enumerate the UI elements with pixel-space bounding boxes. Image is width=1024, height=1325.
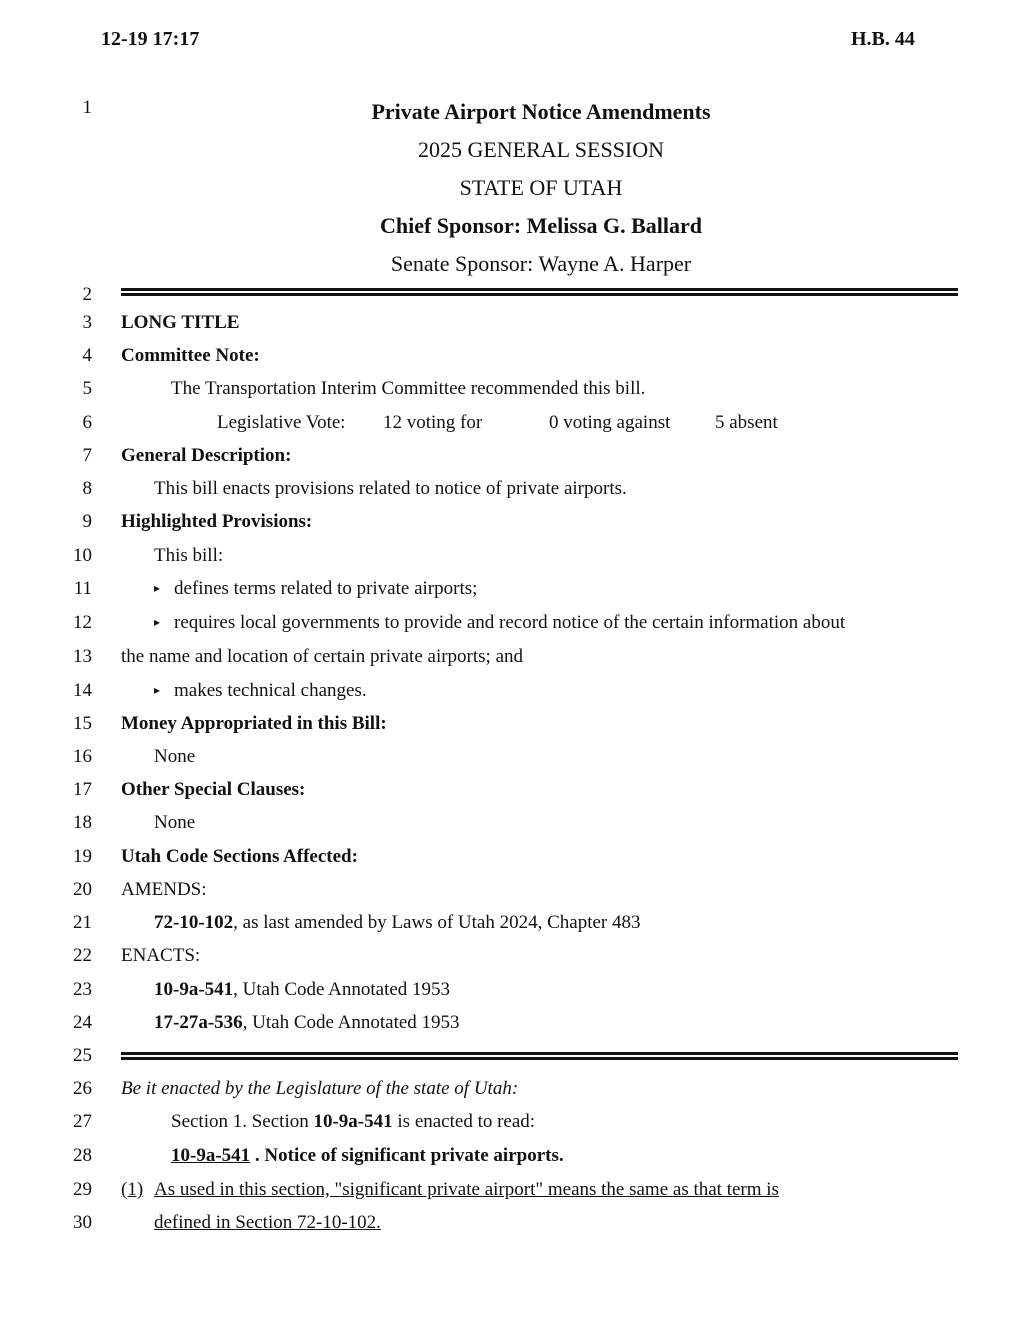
- section-heading: [171, 1145, 564, 1167]
- line-number: 7: [82, 445, 92, 466]
- line-number: 13: [73, 646, 92, 667]
- enacting-clause: Be it enacted by the Legislature of the state of Utah:: [121, 1078, 519, 1099]
- general-description-heading: General Description:: [121, 445, 292, 466]
- double-rule-top: [121, 288, 958, 296]
- bullet-item: [154, 680, 367, 702]
- state: STATE OF UTAH: [459, 175, 623, 200]
- bullet-item: [154, 578, 477, 600]
- line-number: 5: [82, 378, 92, 399]
- enact-entry: [154, 1012, 460, 1034]
- long-title-heading: LONG TITLE: [121, 312, 240, 333]
- section-prefix: Section 1. Section: [171, 1111, 314, 1132]
- line-number: 4: [82, 345, 92, 366]
- session: 2025 GENERAL SESSION: [417, 137, 665, 162]
- line-number: 28: [73, 1145, 92, 1166]
- line-number: 3: [82, 312, 92, 333]
- line-number: 20: [73, 879, 92, 900]
- line-number: 24: [73, 1012, 92, 1033]
- bill-number: H.B. 44: [851, 28, 915, 50]
- line-number: 19: [73, 846, 92, 867]
- bullet-icon: ▸: [154, 683, 161, 697]
- double-rule-bottom: [121, 1052, 958, 1060]
- section-code: 10-9a-541: [313, 1111, 393, 1132]
- other-clauses-heading: Other Special Clauses:: [121, 779, 306, 800]
- line-number: 14: [73, 680, 92, 701]
- section-heading-text: . Notice of significant private airports.: [250, 1145, 564, 1166]
- vote-for: 12 voting for: [383, 412, 483, 433]
- chief-sponsor: Chief Sponsor: Melissa G. Ballard: [379, 213, 703, 238]
- section-line: [171, 1111, 535, 1133]
- vote-against: 0 voting against: [549, 412, 671, 433]
- code-section-note: , Utah Code Annotated 1953: [242, 1012, 460, 1033]
- line-number: 18: [73, 812, 92, 833]
- line-number: 26: [73, 1078, 92, 1099]
- vote-absent: 5 absent: [715, 412, 778, 433]
- code-section: 72-10-102: [154, 912, 234, 933]
- section-heading-code: 10-9a-541: [171, 1145, 251, 1166]
- line-number: 23: [73, 979, 92, 1000]
- bullet-text: requires local governments to provide and record notice of the certain information about: [174, 612, 846, 633]
- other-clauses-text: None: [154, 812, 196, 833]
- line-number: 8: [82, 478, 92, 499]
- money-heading: Money Appropriated in this Bill:: [121, 713, 387, 734]
- code-section: 17-27a-536: [154, 1012, 243, 1033]
- subsection-number: (1): [121, 1179, 144, 1200]
- amends-label: AMENDS:: [121, 879, 207, 900]
- amend-entry: [154, 912, 641, 934]
- code-section-note: , as last amended by Laws of Utah 2024, Chapter 483: [233, 912, 641, 933]
- line-number: 15: [73, 713, 92, 734]
- bullet-icon: ▸: [154, 581, 161, 595]
- code-section-note: , Utah Code Annotated 1953: [233, 979, 451, 1000]
- line-number: 22: [73, 945, 92, 966]
- vote-label: Legislative Vote:: [217, 412, 346, 433]
- line-number: 17: [73, 779, 92, 800]
- header-date: 12-19 17:17: [101, 28, 200, 50]
- money-text: None: [154, 746, 196, 767]
- bill-title: Private Airport Notice Amendments: [371, 99, 711, 124]
- highlighted-provisions-heading: Highlighted Provisions:: [121, 511, 313, 532]
- line-number: 12: [73, 612, 92, 633]
- bullet-continuation: the name and location of certain private airports; and: [121, 646, 524, 667]
- line-number: 9: [82, 511, 92, 532]
- committee-text: The Transportation Interim Committee recommended this bill.: [171, 378, 646, 399]
- line-number: 29: [73, 1179, 92, 1200]
- subsection-text: As used in this section, "significant private airport" means the same as that term is: [154, 1179, 779, 1200]
- subsection-text-continued: defined in Section 72-10-102.: [154, 1212, 381, 1233]
- section-suffix: is enacted to read:: [392, 1111, 536, 1132]
- enacts-label: ENACTS:: [121, 945, 201, 966]
- line-number: 25: [73, 1045, 92, 1066]
- enact-entry: [154, 979, 450, 1001]
- line-number: 6: [82, 412, 92, 433]
- line-number: 1: [82, 97, 92, 118]
- line-number: 11: [73, 578, 92, 599]
- code-sections-heading: Utah Code Sections Affected:: [121, 846, 358, 867]
- code-section: 10-9a-541: [154, 979, 234, 1000]
- bullet-text: makes technical changes.: [174, 680, 367, 701]
- bullet-text: defines terms related to private airports;: [174, 578, 478, 599]
- bullet-item: [154, 612, 845, 634]
- senate-sponsor: Senate Sponsor: Wayne A. Harper: [390, 251, 692, 276]
- line-number: 16: [73, 746, 92, 767]
- line-number: 10: [73, 545, 92, 566]
- bullet-icon: ▸: [154, 615, 161, 629]
- line-number: 21: [73, 912, 92, 933]
- general-description-text: This bill enacts provisions related to notice of private airports.: [154, 478, 627, 499]
- line-number: 30: [73, 1212, 92, 1233]
- this-bill-text: This bill:: [154, 545, 224, 566]
- line-number: 27: [73, 1111, 92, 1132]
- line-number: 2: [82, 284, 92, 305]
- committee-note-heading: Committee Note:: [121, 345, 260, 366]
